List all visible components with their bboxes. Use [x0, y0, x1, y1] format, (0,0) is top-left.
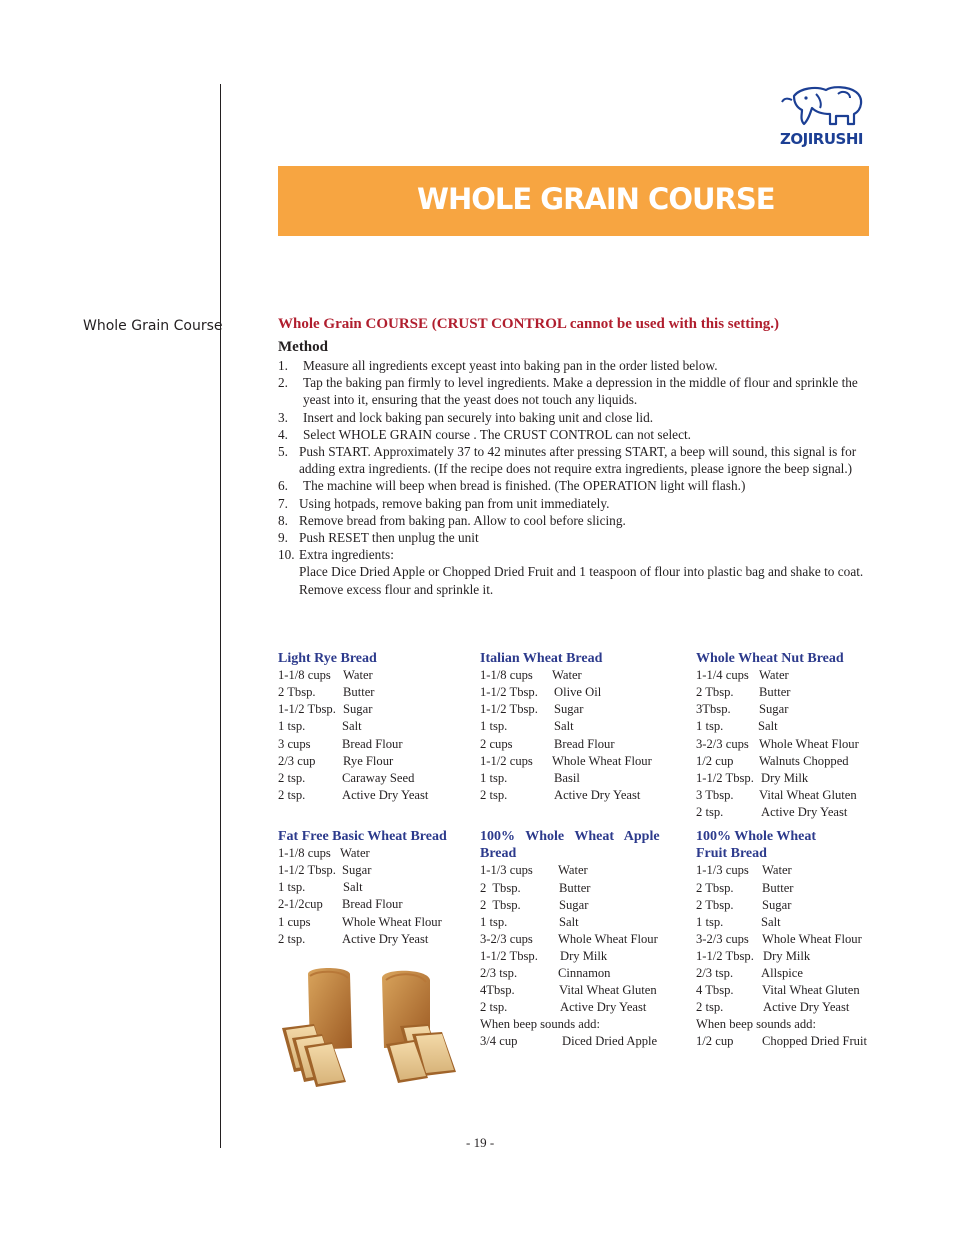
ingredient-row: 1-1/2 Tbsp. Dry Milk: [696, 770, 809, 785]
course-heading: Whole Grain COURSE (CRUST CONTROL cannot be used with this setting.): [278, 316, 780, 332]
ingredient-row: 1 tsp. Salt: [696, 719, 778, 734]
ingredient-row: 3 cups Bread Flour: [278, 736, 403, 751]
ingredient-row: 2 tsp. Active Dry Yeast: [480, 787, 641, 802]
ingredient-row: 1/2 cup Walnuts Chopped: [696, 753, 849, 768]
recipe-title: 100% Whole Wheat Apple Bread: [480, 829, 660, 862]
ingredient-row: 3/4 cup Diced Dried Apple: [480, 1034, 658, 1049]
ingredient-row: 1-1/2 Tbsp. Dry Milk: [480, 948, 608, 963]
method-step: 5. Push START. Approximately 37 to 42 minutes after pressing START, a beep will sound, this signal is for adding extra ingredients. (If the recipe does not require extra ingredients, please ignore the beep signal.): [278, 444, 857, 477]
ingredient-row: 3-2/3 cups Whole Wheat Flour: [696, 736, 859, 751]
ingredient-row: 1-1/8 cups Water: [278, 668, 373, 683]
page-number: - 19 -: [466, 1135, 495, 1150]
ingredient-row: 2 Tbsp. Sugar: [696, 897, 792, 912]
ingredient-row: 1-1/2 Tbsp. Olive Oil: [480, 685, 602, 700]
ingredient-row: 2 tsp. Active Dry Yeast: [278, 931, 429, 946]
recipe-fat-free-basic-wheat: [278, 828, 468, 948]
recipe-title: Light Rye Bread: [278, 651, 377, 666]
ingredient-row: 2/3 tsp. Cinnamon: [480, 965, 611, 980]
recipe-title: Fat Free Basic Wheat Bread: [278, 829, 447, 844]
ingredient-row: 1-1/2 Tbsp. Sugar: [480, 702, 584, 717]
method-step: Place Dice Dried Apple or Chopped Dried Fruit and 1 teaspoon of flour into plastic bag and shake to coat. Remove excess flour and sprinkle it.: [299, 564, 864, 597]
ingredient-row: 4 Tbsp. Vital Wheat Gluten: [696, 983, 860, 998]
ingredient-row: 3-2/3 cups Whole Wheat Flour: [480, 931, 658, 946]
method-step: 4. Select WHOLE GRAIN course . The CRUST CONTROL can not select.: [278, 426, 692, 442]
ingredient-row: 3 Tbsp. Vital Wheat Gluten: [696, 787, 857, 802]
method-step: 7. Using hotpads, remove baking pan from unit immediately.: [278, 495, 610, 511]
method-step: 2. Tap the baking pan firmly to level ingredients. Make a depression in the middle of flour and sprinkle the yeast into it, ensuring that the yeast does not touch any liquids.: [278, 375, 858, 408]
ingredient-row: 1 tsp. Basil: [480, 770, 580, 785]
method-step: 9. Push RESET then unplug the unit: [278, 530, 479, 546]
ingredient-row: 1-1/2 Tbsp. Sugar: [278, 702, 373, 717]
ingredient-row: 2 tsp. Active Dry Yeast: [278, 787, 429, 802]
ingredient-row: 2/3 tsp. Allspice: [696, 965, 803, 980]
ingredient-row: 2 cups Bread Flour: [480, 736, 615, 751]
zojirushi-logo: [776, 84, 870, 154]
method-step: 1. Measure all ingredients except yeast into baking pan in the order listed below.: [278, 358, 718, 373]
ingredient-row: 2 Tbsp. Butter: [278, 685, 375, 700]
ingredient-row: 2 Tbsp. Butter: [696, 685, 791, 700]
ingredient-row: 2 Tbsp. Butter: [480, 880, 591, 895]
beep-note: When beep sounds add:: [696, 1017, 816, 1032]
method-steps: [278, 357, 868, 598]
ingredient-row: 2 tsp. Active Dry Yeast: [696, 804, 848, 819]
ingredient-row: 1 tsp. Salt: [480, 914, 579, 929]
ingredient-row: 2-1/2cup Bread Flour: [278, 897, 403, 912]
ingredient-row: 1-1/2 cups Whole Wheat Flour: [480, 753, 652, 768]
ingredient-row: 2 Tbsp. Butter: [696, 880, 794, 895]
ingredient-row: 1 tsp. Salt: [278, 880, 363, 895]
bread-loaves-image: [278, 966, 464, 1088]
method-step: 10. Extra ingredients:: [278, 547, 394, 563]
method-heading: Method: [278, 339, 328, 355]
ingredient-row: 1-1/4 cups Water: [696, 668, 789, 683]
method-step: 6. The machine will beep when bread is finished. (The OPERATION light will flash.): [278, 478, 746, 494]
recipe-whole-wheat-apple: [480, 828, 680, 1050]
ingredient-row: 2 Tbsp. Sugar: [480, 897, 589, 912]
ingredient-row: 2 tsp. Caraway Seed: [278, 770, 415, 785]
ingredient-row: 1-1/3 cups Water: [480, 863, 588, 878]
bread-photo: [278, 966, 464, 1088]
ingredient-row: 1-1/8 cups Water: [480, 668, 582, 683]
ingredient-row: 2 tsp. Active Dry Yeast: [696, 1000, 850, 1015]
ingredient-row: 1-1/2 Tbsp. Sugar: [278, 863, 372, 878]
ingredient-row: 1 tsp. Salt: [696, 914, 781, 929]
title-banner: [278, 166, 869, 236]
ingredient-row: 1 tsp. Salt: [480, 719, 574, 734]
recipe-title: 100% Whole Wheat Fruit Bread: [696, 829, 817, 862]
beep-note: When beep sounds add:: [480, 1017, 600, 1032]
ingredient-row: 3Tbsp. Sugar: [696, 702, 789, 717]
ingredient-row: 1-1/2 Tbsp. Dry Milk: [696, 948, 811, 963]
side-section-label: Whole Grain Course: [83, 318, 223, 334]
ingredient-row: 1 tsp. Salt: [278, 719, 362, 734]
method-step: 3. Insert and lock baking pan securely into baking unit and close lid.: [278, 409, 654, 425]
recipe-whole-wheat-fruit: [696, 828, 870, 1050]
ingredient-row: 3-2/3 cups Whole Wheat Flour: [696, 931, 862, 946]
brand-name: ZOJIRUSHI: [780, 130, 863, 148]
ingredient-row: 4Tbsp. Vital Wheat Gluten: [480, 983, 657, 998]
ingredient-row: 1 cups Whole Wheat Flour: [278, 914, 442, 929]
method-step: 8. Remove bread from baking pan. Allow to cool before slicing.: [278, 512, 626, 528]
ingredient-row: 1-1/8 cups Water: [278, 846, 370, 861]
recipe-title: Italian Wheat Bread: [480, 651, 603, 666]
margin-rule: [220, 84, 221, 1148]
recipe-title: Whole Wheat Nut Bread: [696, 651, 844, 666]
ingredient-row: 1/2 cup Chopped Dried Fruit: [696, 1034, 867, 1049]
ingredient-row: 1-1/3 cups Water: [696, 863, 792, 878]
recipe-light-rye: [278, 650, 468, 804]
elephant-icon: [776, 84, 870, 132]
page-title: WHOLE GRAIN COURSE: [417, 182, 775, 216]
recipe-whole-wheat-nut: [696, 650, 868, 821]
ingredient-row: 2 tsp. Active Dry Yeast: [480, 1000, 647, 1015]
ingredient-row: 2/3 cup Rye Flour: [278, 753, 394, 768]
recipe-italian-wheat: [480, 650, 680, 804]
